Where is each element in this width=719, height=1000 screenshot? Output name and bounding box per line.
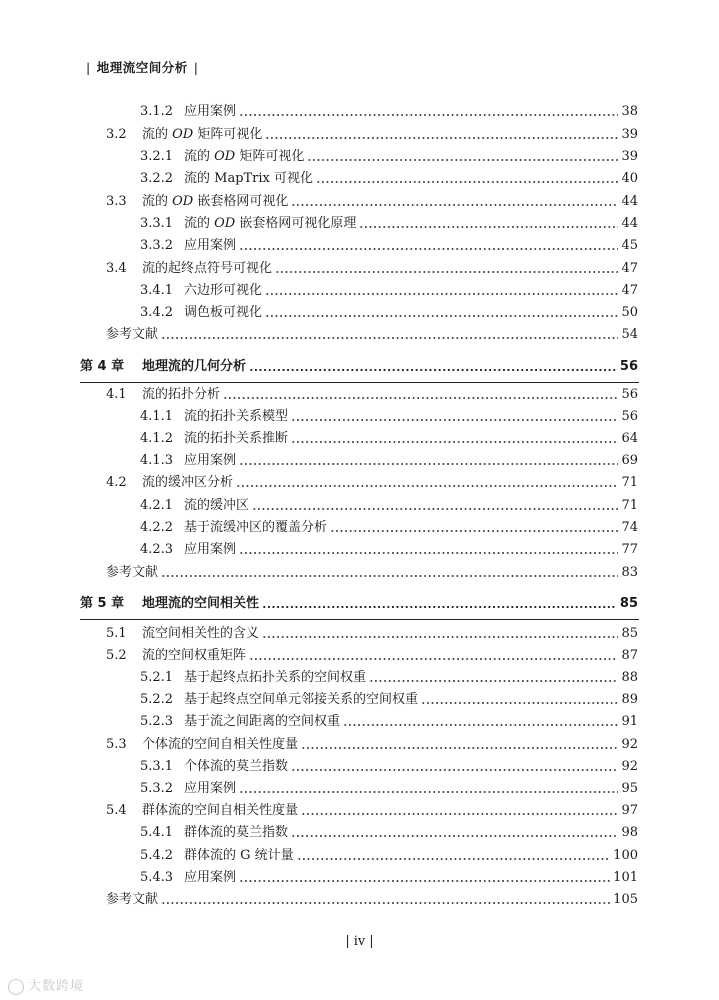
toc-entry-page: 64 <box>621 431 638 446</box>
toc-entry-page: 47 <box>621 283 638 298</box>
toc-entry <box>0 191 719 213</box>
toc-entry <box>0 689 719 711</box>
toc-entry-number: 4.2.1 <box>140 498 174 513</box>
toc-entry-page: 83 <box>621 565 638 580</box>
toc-entry-page: 54 <box>621 327 638 342</box>
toc-dot-leader <box>343 724 618 726</box>
toc-dot-leader <box>297 858 611 860</box>
toc-entry-title: 应用案例 <box>184 870 237 885</box>
toc-entry-number: 5.2 <box>106 648 127 663</box>
toc-entry-title: 群体流的莫兰指数 <box>184 825 289 840</box>
toc-entry-number: 5.2.1 <box>140 670 174 685</box>
toc-entry-number: 3.2.2 <box>140 171 174 186</box>
toc-entry-title: 六边形可视化 <box>184 283 263 298</box>
toc-dot-leader <box>275 271 618 273</box>
toc-entry-title: 流空间相关性的含义 <box>142 626 260 641</box>
toc-entry <box>0 822 719 844</box>
toc-dot-leader <box>239 114 618 116</box>
toc-entry <box>0 711 719 733</box>
watermark <box>8 975 84 995</box>
toc-entry-page: 89 <box>621 692 638 707</box>
toc-entry-title: 流的拓扑分析 <box>142 387 221 402</box>
toc-dot-leader <box>249 658 618 660</box>
toc-entry <box>0 495 719 517</box>
toc-dot-leader <box>421 702 618 704</box>
toc-entry-title: 流的缓冲区分析 <box>142 475 234 490</box>
toc-entry-page: 92 <box>621 759 638 774</box>
footer-bar-right: | <box>369 934 374 949</box>
running-header <box>80 58 204 76</box>
toc-dot-leader <box>265 137 618 139</box>
toc-entry-page: 95 <box>621 781 638 796</box>
toc-dot-leader <box>359 226 618 228</box>
toc-chapter-entry <box>0 356 719 378</box>
toc-entry <box>0 168 719 190</box>
toc-entry-number: 5.3 <box>106 737 127 752</box>
toc-entry-title: 应用案例 <box>184 238 237 253</box>
toc-entry-number: 3.3.2 <box>140 238 174 253</box>
toc-entry <box>0 324 719 346</box>
toc-entry-page: 92 <box>621 737 638 752</box>
toc-entry-page: 47 <box>621 261 638 276</box>
toc-entry-title: 基于起终点拓扑关系的空间权重 <box>184 670 367 685</box>
toc-entry-title: 个体流的空间自相关性度量 <box>142 737 299 752</box>
toc-entry-page: 74 <box>621 520 638 535</box>
toc-dot-leader <box>307 159 618 161</box>
toc-entry-page: 38 <box>621 104 638 119</box>
toc-dot-leader <box>291 419 618 421</box>
toc-entry <box>0 235 719 257</box>
toc-entry <box>0 472 719 494</box>
toc-entry-page: 44 <box>621 216 638 231</box>
toc-entry-number: 第 4 章 <box>80 359 125 374</box>
toc-entry-number: 5.4.2 <box>140 848 174 863</box>
toc-entry-number: 3.4.1 <box>140 283 174 298</box>
toc-entry <box>0 101 719 123</box>
toc-entry-page: 88 <box>621 670 638 685</box>
toc-dot-leader <box>330 530 618 532</box>
toc-entry-number: 5.2.3 <box>140 714 174 729</box>
toc-dot-leader <box>161 575 618 577</box>
toc-entry <box>0 645 719 667</box>
toc-entry-title: 流的 OD 嵌套格网可视化原理 <box>184 216 357 231</box>
toc-entry <box>0 889 719 911</box>
toc-entry-title: 个体流的莫兰指数 <box>184 759 289 774</box>
toc-entry-number: 3.3 <box>106 194 127 209</box>
toc-entry <box>0 258 719 280</box>
toc-entry-number: 4.1.3 <box>140 453 174 468</box>
toc-entry-page: 105 <box>613 892 638 907</box>
toc-entry <box>0 845 719 867</box>
header-bar-left: | <box>86 60 91 75</box>
toc-entry-page: 87 <box>621 648 638 663</box>
toc-entry-title: 流的起终点符号可视化 <box>142 261 273 276</box>
header-bar-right: | <box>193 60 199 75</box>
toc-entry-title: 应用案例 <box>184 542 237 557</box>
toc-entry-page: 50 <box>621 305 638 320</box>
toc-entry-title: 基于流缓冲区的覆盖分析 <box>184 520 328 535</box>
toc-dot-leader <box>369 680 618 682</box>
toc-entry-page: 56 <box>619 359 638 374</box>
toc-entry-number: 4.1 <box>106 387 127 402</box>
toc-dot-leader <box>239 880 610 882</box>
toc-dot-leader <box>262 606 617 608</box>
toc-entry-page: 40 <box>621 171 638 186</box>
toc-dot-leader <box>161 902 610 904</box>
toc-dot-leader <box>249 369 617 371</box>
toc-entry-title: 地理流的空间相关性 <box>142 596 260 611</box>
toc-entry-number: 3.3.1 <box>140 216 174 231</box>
toc-entry-title: 流的 OD 嵌套格网可视化 <box>142 194 289 209</box>
book-title: 地理流空间分析 <box>96 60 188 75</box>
page-footer <box>0 934 719 949</box>
toc-entry-title: 流的空间权重矩阵 <box>142 648 247 663</box>
watermark-logo-icon <box>8 979 24 995</box>
toc-entry <box>0 734 719 756</box>
toc-entry-title: 应用案例 <box>184 104 237 119</box>
toc-entry-title: 流的缓冲区 <box>184 498 250 513</box>
watermark-text: 大数跨境 <box>28 979 85 994</box>
toc-entry-page: 45 <box>621 238 638 253</box>
toc-dot-leader <box>252 508 618 510</box>
toc-entry-title: 基于流之间距离的空间权重 <box>184 714 341 729</box>
toc-entry-page: 44 <box>621 194 638 209</box>
toc-entry-title: 流的拓扑关系推断 <box>184 431 289 446</box>
toc-dot-leader <box>316 181 618 183</box>
toc-entry-title: 流的 MapTrix 可视化 <box>184 171 314 186</box>
toc-entry-title: 参考文献 <box>106 327 159 342</box>
toc-entry-page: 97 <box>621 803 638 818</box>
toc-entry <box>0 124 719 146</box>
toc-entry-number: 4.2 <box>106 475 127 490</box>
toc-entry-number: 第 5 章 <box>80 596 125 611</box>
toc-entry-page: 100 <box>613 848 638 863</box>
toc-entry-page: 39 <box>621 149 638 164</box>
toc-entry-page: 77 <box>621 542 638 557</box>
toc-entry-number: 5.3.2 <box>140 781 174 796</box>
toc-entry-page: 71 <box>621 475 638 490</box>
toc-entry-title: 地理流的几何分析 <box>142 359 247 374</box>
toc-entry-title: 流的拓扑关系模型 <box>184 409 289 424</box>
toc-entry-page: 56 <box>621 387 638 402</box>
toc-entry <box>0 280 719 302</box>
toc-entry-title: 调色板可视化 <box>184 305 263 320</box>
toc-dot-leader <box>265 315 618 317</box>
toc-entry <box>0 428 719 450</box>
toc-entry <box>0 667 719 689</box>
toc-entry-title: 应用案例 <box>184 453 237 468</box>
toc-dot-leader <box>291 769 618 771</box>
toc-entry <box>0 302 719 324</box>
toc-entry-page: 101 <box>613 870 638 885</box>
toc-entry-number: 3.4.2 <box>140 305 174 320</box>
toc-entry-number: 5.4.1 <box>140 825 174 840</box>
toc-chapter-entry <box>0 593 719 615</box>
toc-entry-page: 56 <box>621 409 638 424</box>
toc-entry <box>0 778 719 800</box>
toc-dot-leader <box>291 204 618 206</box>
toc-entry <box>0 623 719 645</box>
toc-entry-title: 参考文献 <box>106 892 159 907</box>
toc-dot-leader <box>265 293 618 295</box>
toc-entry-title: 基于起终点空间单元邻接关系的空间权重 <box>184 692 419 707</box>
toc-entry-number: 4.1.1 <box>140 409 174 424</box>
toc-dot-leader <box>301 747 618 749</box>
toc-entry <box>0 517 719 539</box>
toc-entry-number: 3.2.1 <box>140 149 174 164</box>
toc-entry-number: 5.4.3 <box>140 870 174 885</box>
toc-entry-title: 群体流的空间自相关性度量 <box>142 803 299 818</box>
toc-dot-leader <box>239 791 618 793</box>
toc-entry-number: 4.1.2 <box>140 431 174 446</box>
toc-entry-number: 5.2.2 <box>140 692 174 707</box>
toc-entry <box>0 406 719 428</box>
toc-entry-number: 4.2.2 <box>140 520 174 535</box>
toc-entry <box>0 146 719 168</box>
toc-dot-leader <box>239 552 618 554</box>
toc-entry-number: 3.2 <box>106 127 127 142</box>
toc-dot-leader <box>291 835 618 837</box>
chapter-divider-line <box>80 382 639 383</box>
toc-entry <box>0 800 719 822</box>
toc-entry-number: 5.4 <box>106 803 127 818</box>
toc-entry-page: 91 <box>621 714 638 729</box>
toc-entry-number: 5.1 <box>106 626 127 641</box>
page-number: iv <box>353 934 366 949</box>
toc-entry <box>0 450 719 472</box>
toc-entry-page: 69 <box>621 453 638 468</box>
toc-entry-number: 3.1.2 <box>140 104 174 119</box>
toc-entry-title: 参考文献 <box>106 565 159 580</box>
toc-entry-number: 3.4 <box>106 261 127 276</box>
toc-entry <box>0 867 719 889</box>
toc-entry-number: 4.2.3 <box>140 542 174 557</box>
toc-entry-page: 85 <box>619 596 638 611</box>
toc-entry-title: 流的 OD 矩阵可视化 <box>142 127 263 142</box>
toc-entry <box>0 213 719 235</box>
toc-entry-title: 应用案例 <box>184 781 237 796</box>
toc-entry-page: 98 <box>621 825 638 840</box>
toc-dot-leader <box>301 813 618 815</box>
toc-entry <box>0 562 719 584</box>
toc-entry <box>0 756 719 778</box>
toc-dot-leader <box>239 248 618 250</box>
footer-bar-left: | <box>345 934 350 949</box>
toc-dot-leader <box>239 463 618 465</box>
toc-dot-leader <box>262 636 618 638</box>
toc-entry-title: 群体流的 G 统计量 <box>184 848 294 863</box>
toc-entry-page: 39 <box>621 127 638 142</box>
toc-dot-leader <box>291 441 618 443</box>
chapter-divider-line <box>80 619 639 620</box>
toc-entry-title: 流的 OD 矩阵可视化 <box>184 149 305 164</box>
toc-dot-leader <box>223 397 618 399</box>
toc-dot-leader <box>161 337 618 339</box>
toc-dot-leader <box>236 485 618 487</box>
toc-entry <box>0 384 719 406</box>
toc-entry-number: 5.3.1 <box>140 759 174 774</box>
toc-entry-page: 85 <box>621 626 638 641</box>
toc-entry <box>0 539 719 561</box>
toc-entry-page: 71 <box>621 498 638 513</box>
